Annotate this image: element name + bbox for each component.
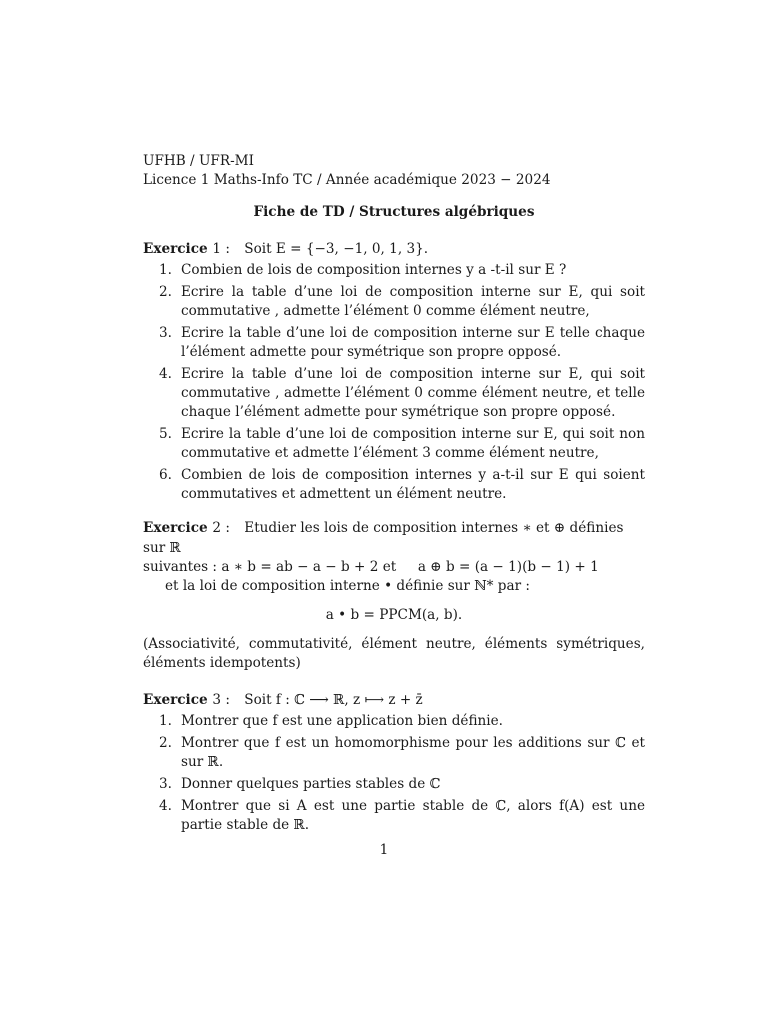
exercise-2-line-3: et la loi de composition interne • définie sur ℕ* par : [165,578,530,594]
list-item: 6. Combien de lois de composition internes y a-t-il sur E qui soient commutatives et admettent un élément neutre. [159,467,645,502]
exercise-2-label: Exercice 2 : [143,520,230,536]
list-item: 2. Ecrire la table d’une loi de composition interne sur E, qui soit commutative , admette l’élément 0 comme élément neutre, [159,284,645,319]
exercise-1-statement: Soit E = {−3, −1, 0, 1, 3}. [244,241,429,257]
list-item: 1. Combien de lois de composition internes y a -t-il sur E ? [159,262,567,278]
page-number: 1 [379,842,389,858]
list-item: 4. Montrer que si A est une partie stable de ℂ, alors f(A) est une partie stable de ℝ. [159,798,645,833]
exercise-1-heading [143,239,645,259]
exercise-1-label: Exercice 1 : [143,241,230,257]
list-item: 4. Ecrire la table d’une loi de composition interne sur E, qui soit commutative , admette l’élément 0 comme élément neutre, et telle chaque l’élément admette pour symétrique son propre opposé. [159,366,645,420]
exercise-3-label: Exercice 3 : [143,692,230,708]
list-item: 3. Donner quelques parties stables de ℂ [159,776,441,792]
exercise-2-formula: a • b = PPCM(a, b). [325,607,463,623]
exercise-2-heading [143,518,645,558]
list-item: 1. Montrer que f est une application bien définie. [159,713,503,729]
document-page [143,152,645,838]
list-item: 2. Montrer que f est un homomorphisme pour les additions sur ℂ et sur ℝ. [159,735,645,770]
header-line-2: Licence 1 Maths-Info TC / Année académique 2023 − 2024 [143,172,551,188]
document-title: Fiche de TD / Structures algébriques [253,204,535,220]
list-item: 3. Ecrire la table d’une loi de composition interne sur E telle chaque l’élément admette pour symétrique son propre opposé. [159,325,645,360]
exercise-2-note: (Associativité, commutativité, élément neutre, éléments symétriques, éléments idempotents) [143,636,645,671]
exercise-3-questions [143,712,645,835]
header-line-1: UFHB / UFR-MI [143,153,254,169]
exercise-1-questions [143,261,645,504]
exercise-3-statement: Soit f : ℂ ⟶ ℝ, z ⟼ z + z̄ [244,692,423,708]
exercise-3-heading [143,690,645,710]
exercise-2-line-1: Etudier les lois de composition internes ∗ et ⊕ définies sur ℝ [143,520,624,556]
exercise-2-line-2: suivantes : a ∗ b = ab − a − b + 2 et a ⊕ b = (a − 1)(b − 1) + 1 [143,559,599,575]
list-item: 5. Ecrire la table d’une loi de composition interne sur E, qui soit non commutative et admette l’élément 3 comme élément neutre, [159,426,645,461]
